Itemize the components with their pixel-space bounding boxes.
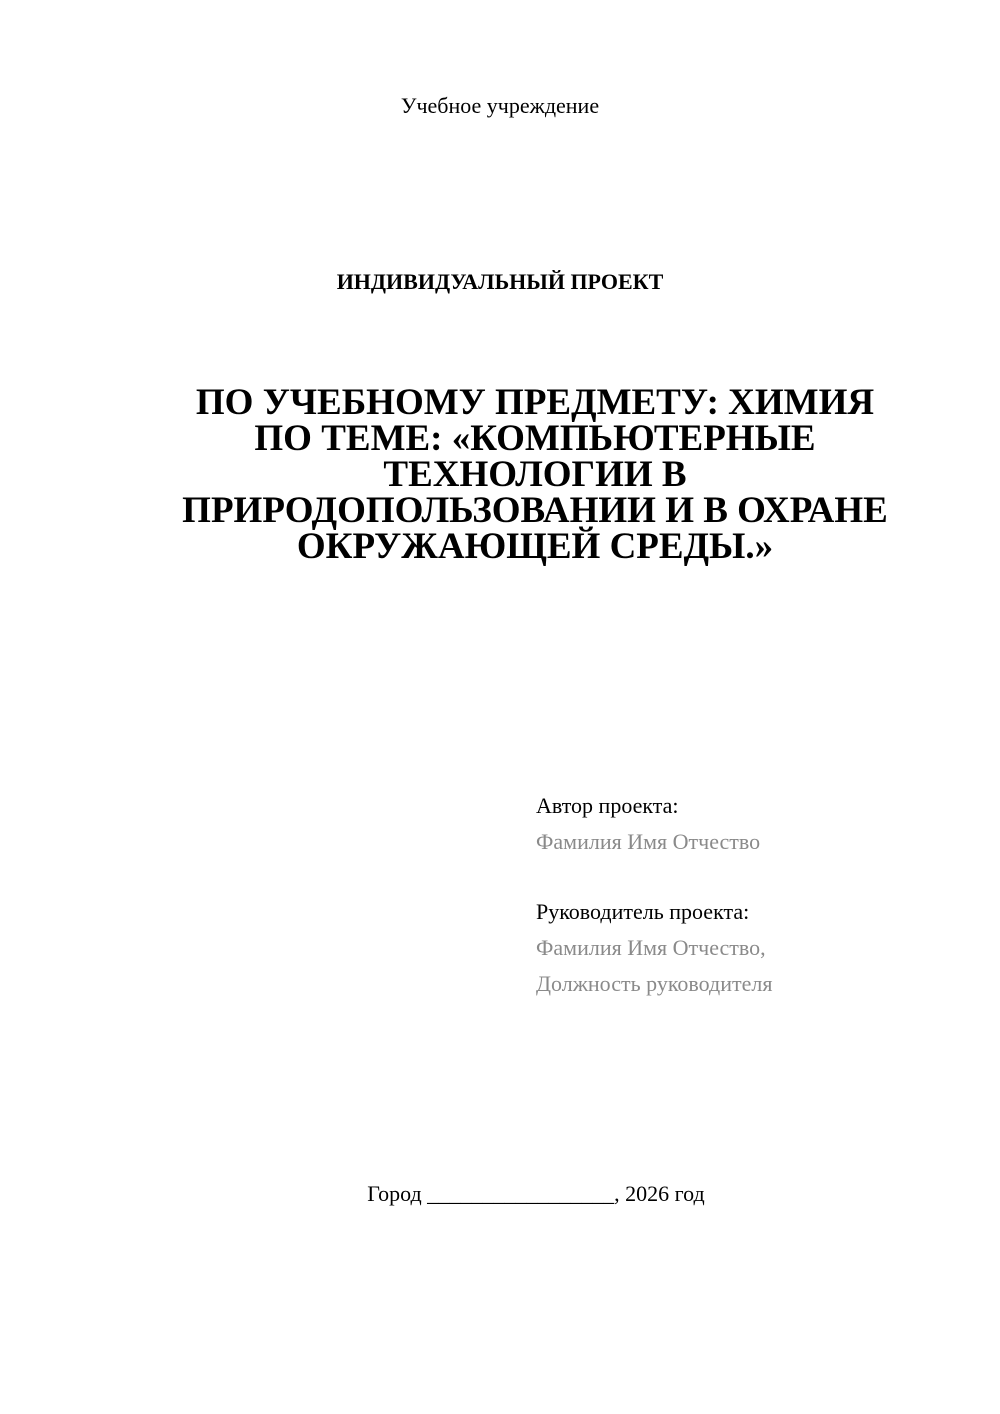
project-type: ИНДИВИДУАЛЬНЫЙ ПРОЕКТ [336, 269, 664, 294]
project-title-line: ПО УЧЕБНОМУ ПРЕДМЕТУ: ХИМИЯ [195, 382, 875, 423]
project-title [100, 382, 970, 567]
project-title-line: ПО ТЕМЕ: «КОМПЬЮТЕРНЫЕ [254, 418, 816, 459]
author-label: Автор проекта: [536, 793, 679, 818]
institution-name: Учебное учреждение [400, 93, 600, 118]
project-title-line: ОКРУЖАЮЩЕЙ СРЕДЫ.» [296, 526, 774, 567]
author-name: Фамилия Имя Отчество [536, 829, 761, 854]
credits-spacer [536, 860, 966, 894]
city-year-line: Город _________________, 2026 год [367, 1181, 705, 1206]
project-title-line: ПРИРОДОПОЛЬЗОВАНИИ И В ОХРАНЕ [182, 490, 888, 531]
project-title-line: ТЕХНОЛОГИИ В [383, 454, 687, 495]
supervisor-name: Фамилия Имя Отчество, [536, 935, 766, 960]
supervisor-label: Руководитель проекта: [536, 899, 750, 924]
supervisor-position: Должность руководителя [536, 971, 773, 996]
credits-block [536, 788, 966, 1002]
